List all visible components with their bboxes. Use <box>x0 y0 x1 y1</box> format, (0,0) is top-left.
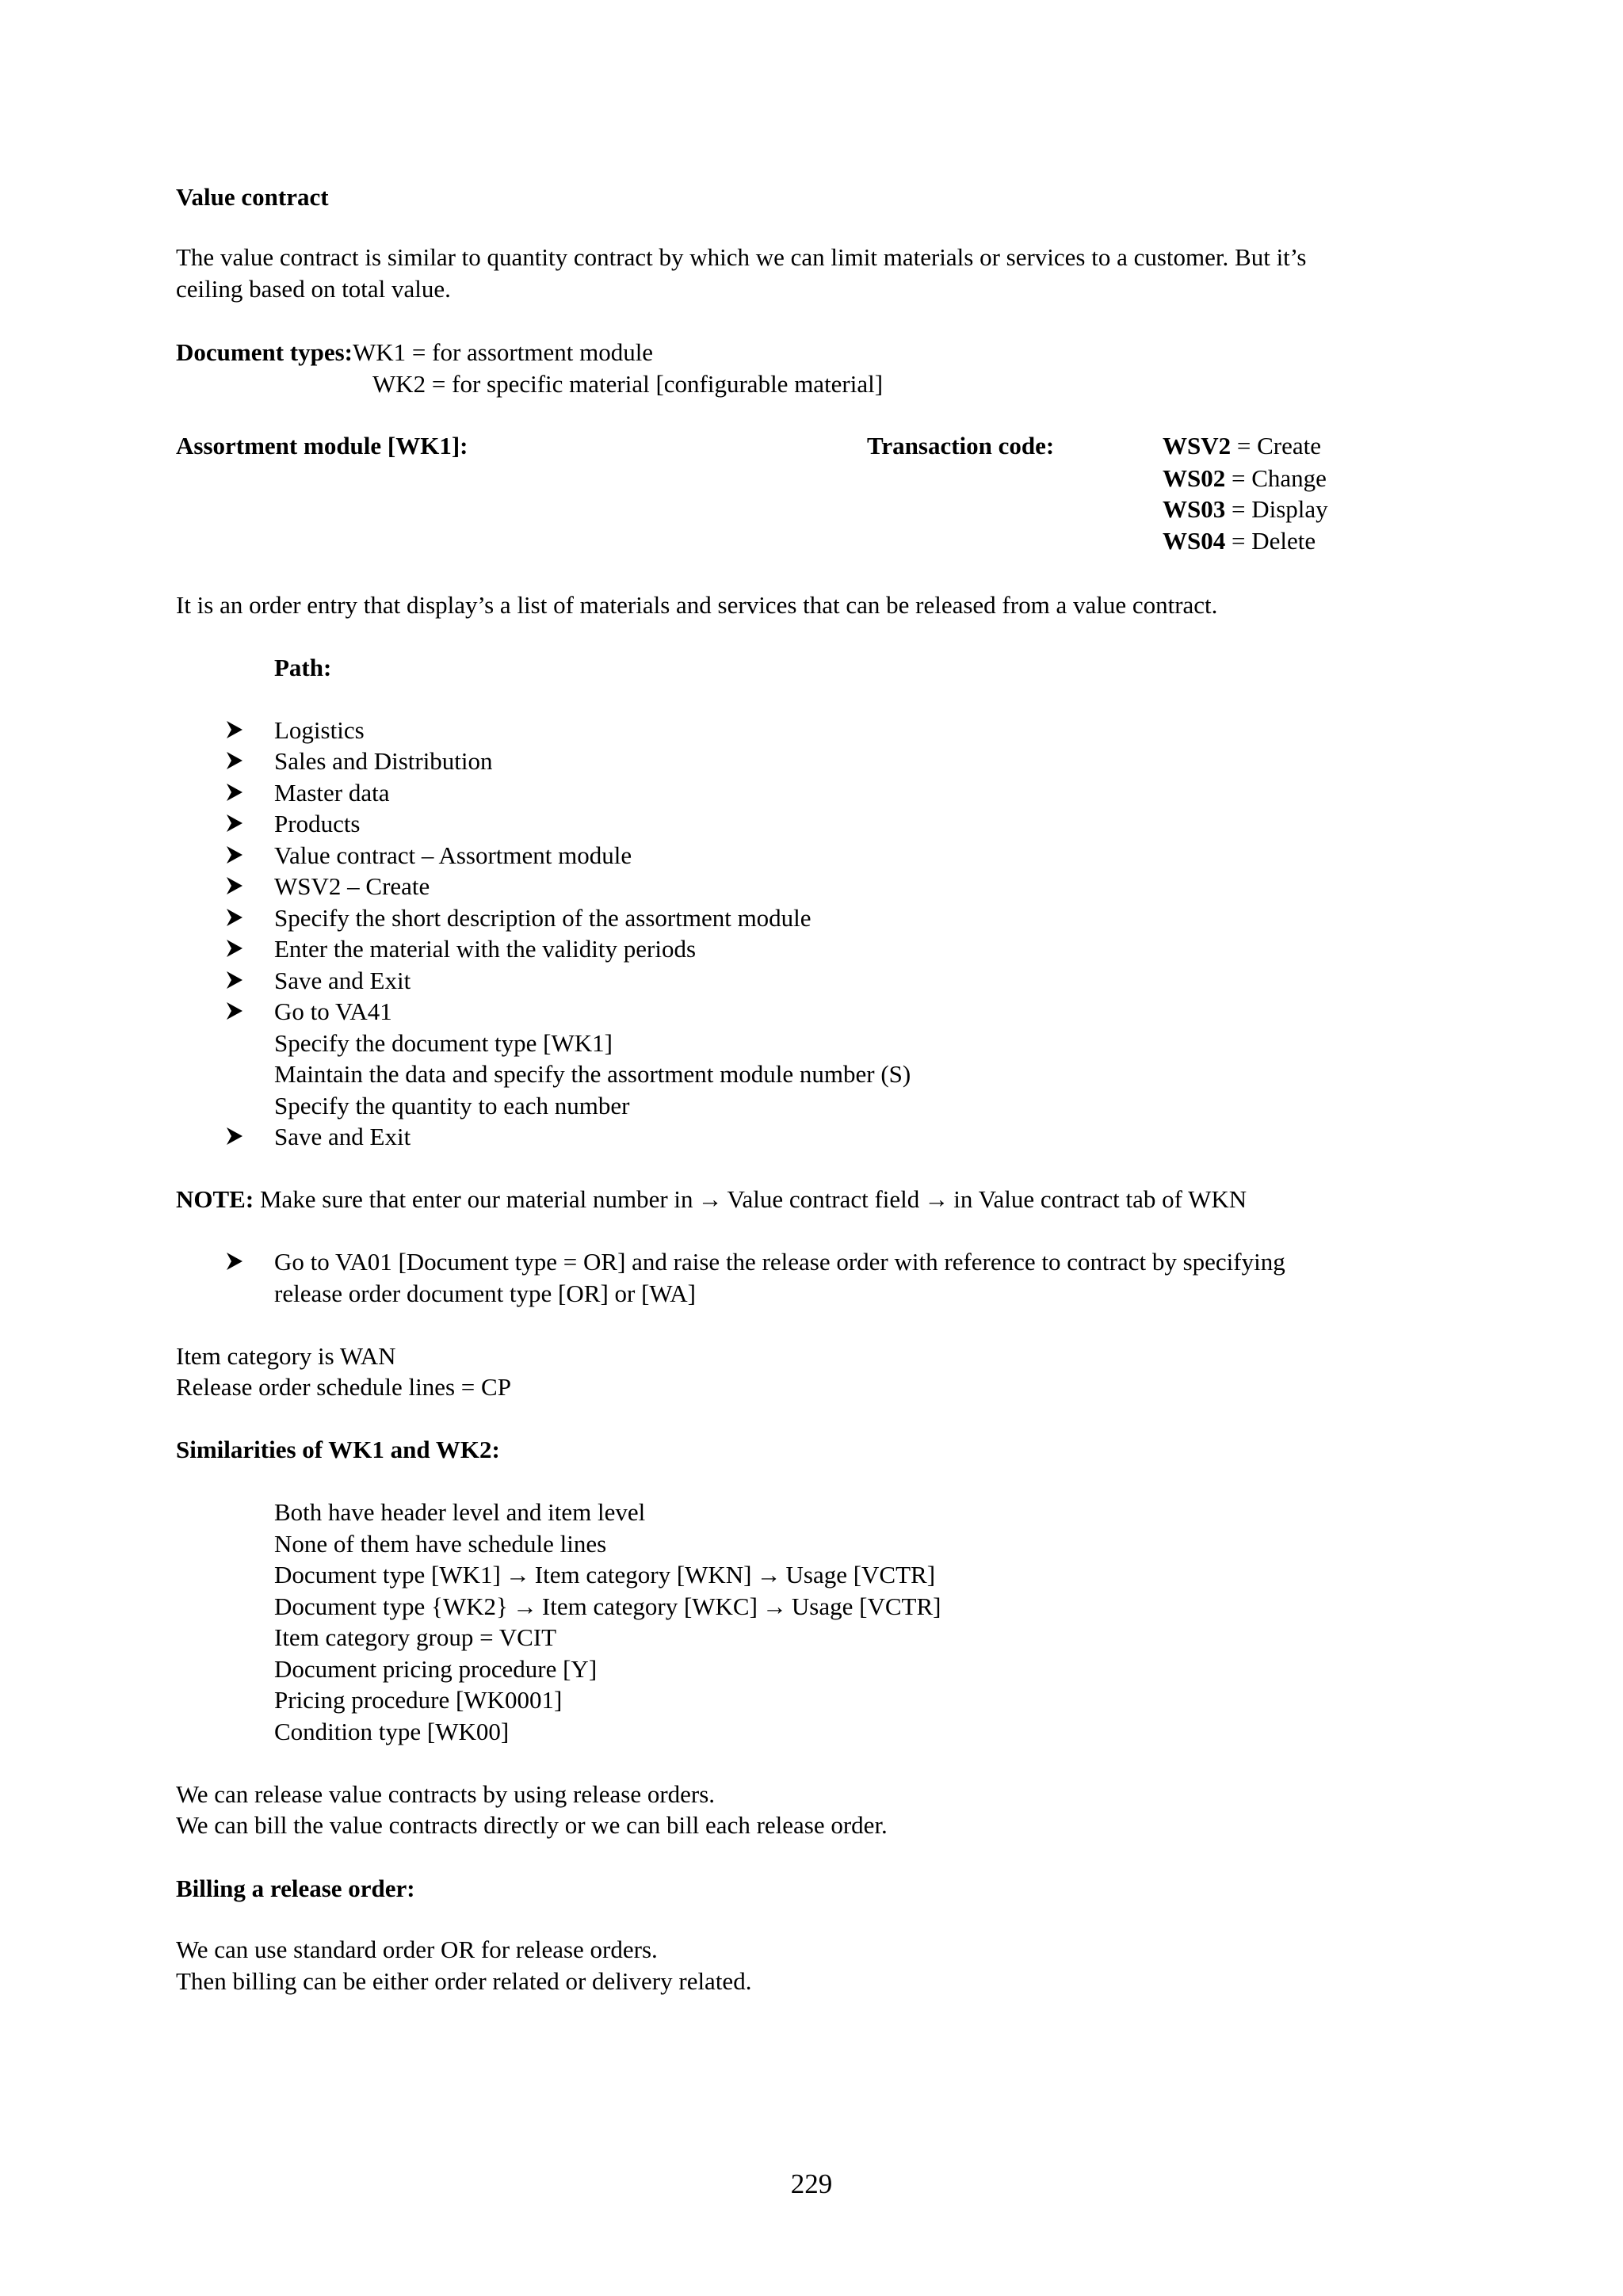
right-arrow-icon: → <box>505 1561 530 1589</box>
bullet-arrowhead-icon <box>225 1125 244 1147</box>
doc-type-wk1: WK1 = for assortment module <box>353 338 654 366</box>
bullet-arrowhead-icon <box>225 937 244 959</box>
similarity-item: Condition type [WK00] <box>274 1718 510 1745</box>
order-entry-text: It is an order entry that display’s a list of materials and services that can be released from a value contract. <box>176 591 1218 619</box>
bullet-arrowhead-icon <box>225 1250 244 1272</box>
similarities-heading: Similarities of WK1 and WK2: <box>176 1436 500 1463</box>
note-line: NOTE: Make sure that enter our material number in → Value contract field → in Value contract tab of WKN <box>176 1184 1247 1215</box>
bullet-arrowhead-icon <box>225 1000 244 1022</box>
bullet-arrowhead-icon <box>225 719 244 741</box>
path-item: Master data <box>274 779 390 807</box>
transaction-label: Transaction code: <box>867 432 1055 460</box>
path-item: Enter the material with the validity periods <box>274 935 697 963</box>
path-item: Value contract – Assortment module <box>274 841 632 869</box>
similarity-item: Both have header level and item level <box>274 1498 646 1526</box>
tcode-change: WS02 = Change <box>1163 464 1327 492</box>
billing-line-2: Then billing can be either order related or delivery related. <box>176 1967 752 1995</box>
path-item: Specify the short description of the assortment module <box>274 904 812 932</box>
similarity-item-doc-wk1: Document type [WK1] → Item category [WKN] → Usage [VCTR] <box>274 1559 935 1591</box>
doc-type-wk2: WK2 = for specific material [configurable material] <box>372 370 884 398</box>
bullet-arrowhead-icon <box>225 844 244 866</box>
bullet-arrowhead-icon <box>225 906 244 929</box>
path-item: Save and Exit <box>274 967 411 994</box>
section-title: Value contract <box>176 183 329 211</box>
va01-line-2: release order document type [OR] or [WA] <box>274 1280 696 1307</box>
similarity-item: Document pricing procedure [Y] <box>274 1655 598 1683</box>
tcode-create: WSV2 = Create <box>1163 432 1322 460</box>
release-schedule-text: Release order schedule lines = CP <box>176 1373 511 1401</box>
right-arrow-icon: → <box>756 1561 781 1589</box>
right-arrow-icon: → <box>512 1592 537 1620</box>
right-arrow-icon: → <box>924 1185 949 1213</box>
bullet-arrowhead-icon <box>225 781 244 803</box>
tcode-delete: WS04 = Delete <box>1163 527 1316 555</box>
bullet-arrowhead-icon <box>225 812 244 834</box>
path-sub-item: Specify the document type [WK1] <box>274 1029 613 1057</box>
path-item: Go to VA41 <box>274 997 392 1025</box>
path-item: Logistics <box>274 716 365 744</box>
similarity-item: Pricing procedure [WK0001] <box>274 1686 563 1714</box>
path-item: Products <box>274 810 361 837</box>
release-line-1: We can release value contracts by using release orders. <box>176 1780 716 1808</box>
billing-heading: Billing a release order: <box>176 1875 415 1902</box>
intro-line-1: The value contract is similar to quantity contract by which we can limit materials or services to a customer. But it’s <box>176 243 1307 271</box>
item-category-text: Item category is WAN <box>176 1342 396 1370</box>
path-sub-item: Specify the quantity to each number <box>274 1092 630 1119</box>
right-arrow-icon: → <box>762 1592 787 1620</box>
bullet-arrowhead-icon <box>225 749 244 772</box>
path-label: Path: <box>274 654 332 681</box>
right-arrow-icon: → <box>697 1185 723 1213</box>
path-item: Sales and Distribution <box>274 747 493 775</box>
bullet-arrowhead-icon <box>225 875 244 897</box>
tcode-display: WS03 = Display <box>1163 495 1328 523</box>
similarity-item-doc-wk2: Document type {WK2} → Item category [WKC] → Usage [VCTR] <box>274 1591 941 1623</box>
billing-line-1: We can use standard order OR for release orders. <box>176 1936 658 1963</box>
path-sub-item: Maintain the data and specify the assortment module number (S) <box>274 1060 911 1088</box>
va01-line-1: Go to VA01 [Document type = OR] and raise the release order with reference to contract by specifying <box>274 1248 1285 1276</box>
path-item: WSV2 – Create <box>274 872 430 900</box>
bullet-arrowhead-icon <box>225 969 244 991</box>
doc-types-label: Document types: <box>176 338 353 366</box>
page-number: 229 <box>790 2168 833 2199</box>
release-line-2: We can bill the value contracts directly or we can bill each release order. <box>176 1811 888 1839</box>
similarity-item: Item category group = VCIT <box>274 1623 557 1651</box>
path-item-last: Save and Exit <box>274 1123 411 1150</box>
assortment-heading: Assortment module [WK1]: <box>176 432 468 460</box>
doc-types-line-1 <box>176 337 653 368</box>
similarity-item: None of them have schedule lines <box>274 1530 607 1558</box>
intro-line-2: ceiling based on total value. <box>176 275 451 303</box>
note-label: NOTE: <box>176 1185 254 1213</box>
